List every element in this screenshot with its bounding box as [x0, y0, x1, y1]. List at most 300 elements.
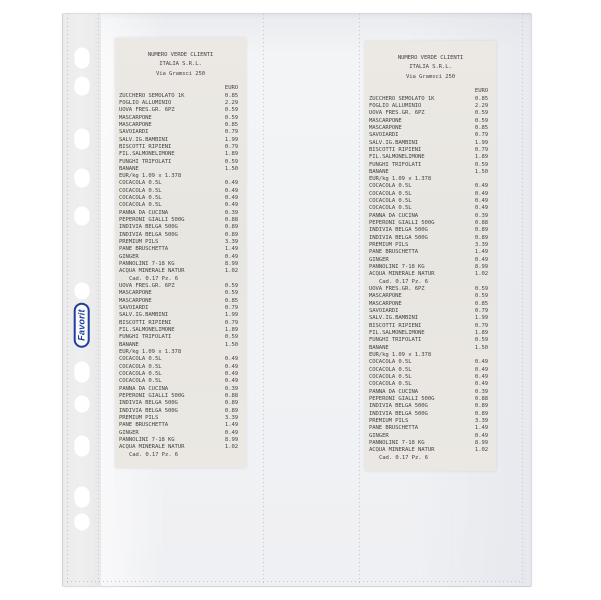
receipt-line — [369, 279, 488, 286]
item-name: INDIVIA BELGA 500G — [369, 234, 428, 241]
item-name: PREMIUM PILS — [119, 414, 159, 421]
item-name: COCACOLA 0.5L — [119, 180, 162, 187]
item-price: 0.88 — [224, 217, 238, 224]
receipt-company-name: ITALIA S.R.L. — [409, 64, 452, 71]
item-name: BISCOTTI RIPIENI — [369, 146, 422, 153]
receipt-line — [369, 242, 488, 249]
receipt-line — [119, 400, 238, 407]
item-price: 1.89 — [224, 151, 238, 158]
receipt-line — [119, 430, 238, 437]
item-name: INDIVIA BELGA 500G — [119, 224, 178, 231]
item-name: FOGLIO ALLUMINIO — [369, 102, 422, 109]
item-price: 3.39 — [224, 239, 238, 246]
receipt-line — [369, 125, 488, 132]
receipt-line — [369, 381, 488, 388]
receipt-line — [119, 202, 238, 209]
receipt-line — [369, 323, 488, 330]
receipt-line — [369, 271, 488, 278]
punched-hole — [74, 513, 90, 531]
item-name: PANE BRUSCHETTA — [119, 422, 169, 429]
receipt-header — [115, 38, 246, 79]
receipt-right — [365, 41, 496, 471]
item-name: FIL.SALMONELIMONE — [369, 330, 425, 337]
item-name: EUR/kg 1.09 x 1.378 — [119, 173, 182, 180]
receipt-line — [119, 210, 238, 217]
item-name: ACQUA MINERALE NATUR — [369, 447, 435, 454]
item-price: 0.49 — [224, 378, 238, 385]
item-name: ZUCCHERO SEMOLATO 1K — [369, 95, 435, 102]
item-name: ZUCCHERO SEMOLATO 1K — [119, 92, 185, 99]
punched-pocket — [62, 13, 532, 587]
receipt-line — [119, 122, 238, 129]
item-price: 3.39 — [224, 414, 238, 421]
item-name: GINGER — [119, 253, 139, 260]
item-price: 1.49 — [474, 249, 488, 256]
item-name: UOVA FRES.GR. 6PZ — [369, 110, 425, 117]
item-name: MASCARPONE — [369, 300, 402, 307]
item-name: PEPERONI GIALLI 500G — [369, 396, 435, 402]
item-price: 0.59 — [224, 334, 238, 341]
receipt-address: Via Gramsci 250 — [405, 73, 456, 80]
item-price: 0.49 — [224, 180, 238, 187]
item-name: PANE BRUSCHETTA — [369, 425, 419, 432]
receipt-header — [365, 41, 496, 82]
item-name: BANANE — [369, 168, 389, 175]
item-price: 1.02 — [474, 271, 488, 278]
item-price: 0.49 — [224, 356, 238, 363]
item-name: SAVOIARDI — [369, 132, 399, 139]
receipt-line — [369, 425, 488, 432]
item-price: 1.49 — [224, 422, 238, 429]
item-name: PANE BRUSCHETTA — [369, 249, 419, 256]
punched-hole — [74, 361, 90, 383]
receipt-line — [119, 320, 238, 327]
item-price: 1.89 — [474, 154, 488, 161]
receipt-line — [369, 308, 488, 315]
item-name: PREMIUM PILS — [369, 242, 409, 249]
item-price: 0.59 — [474, 293, 488, 300]
item-name: FOGLIO ALLUMINIO — [119, 99, 172, 106]
item-name: PEPERONI GIALLI 500G — [119, 217, 185, 224]
item-price: 1.02 — [224, 444, 238, 451]
item-price: 0.49 — [224, 195, 238, 202]
item-price: 0.49 — [224, 253, 238, 260]
item-price: 0.39 — [474, 388, 488, 395]
item-price: 8.99 — [224, 261, 238, 268]
item-price: 0.49 — [224, 187, 238, 194]
receipt-company-line: NUMERO VERDE CLIENTI — [147, 52, 214, 58]
receipt-line — [119, 93, 238, 100]
item-name: BANANE — [369, 344, 389, 351]
receipt-line — [119, 188, 238, 195]
receipt-line — [369, 264, 488, 271]
weld-seam-left-outer — [67, 14, 68, 586]
item-price: 0.79 — [224, 305, 238, 312]
punched-hole — [74, 486, 90, 508]
receipt-line — [369, 176, 488, 183]
item-name: SALV.IG.BAMBINI — [369, 139, 419, 146]
item-name: COCACOLA 0.5L — [369, 190, 412, 197]
item-price: 0.79 — [224, 319, 238, 326]
item-name: COCACOLA 0.5L — [119, 187, 162, 194]
receipt-line — [369, 374, 488, 381]
item-name: FUNGHI TRIFOLATI — [119, 334, 172, 341]
item-name: Cad. 0.17 Pz. 6 — [379, 454, 429, 461]
receipt-line — [119, 180, 238, 187]
item-name: COCACOLA 0.5L — [119, 378, 162, 385]
item-name: INDIVIA BELGA 500G — [369, 410, 428, 417]
receipt-line — [119, 217, 238, 224]
item-name: INDIVIA BELGA 500G — [119, 231, 178, 238]
item-price: 3.39 — [474, 417, 488, 424]
item-name: INDIVIA BELGA 500G — [369, 403, 428, 410]
receipt-item-list — [115, 93, 246, 459]
item-price: 8.99 — [474, 439, 488, 446]
receipt-line — [119, 408, 238, 415]
receipt-line — [369, 205, 488, 212]
receipt-address: Via Gramsci 250 — [155, 70, 206, 77]
item-name: UOVA FRES.GR. 6PZ — [119, 283, 175, 290]
receipt-line — [369, 418, 488, 425]
item-price: 1.50 — [474, 168, 488, 175]
item-price: 0.59 — [224, 114, 238, 121]
item-name: BANANE — [119, 165, 139, 172]
receipt-line — [119, 393, 238, 400]
receipt-line — [369, 403, 488, 410]
item-name: COCACOLA 0.5L — [369, 205, 412, 212]
receipt-line — [369, 162, 488, 169]
item-name: UOVA FRES.GR. 6PZ — [119, 107, 175, 114]
item-name: PANNOLINI 7-18 KG — [119, 436, 175, 443]
receipt-line — [369, 213, 488, 220]
receipt-line — [369, 411, 488, 418]
item-name: ACQUA MINERALE NATUR — [119, 268, 185, 275]
item-name: MASCARPONE — [369, 124, 402, 131]
receipt-line — [369, 293, 488, 300]
item-price: 0.49 — [474, 432, 488, 439]
receipt-line — [119, 283, 238, 290]
item-name: COCACOLA 0.5L — [369, 381, 412, 388]
item-price: 0.89 — [474, 234, 488, 241]
receipt-line — [119, 444, 238, 451]
item-price: 0.49 — [474, 205, 488, 212]
receipt-line — [119, 298, 238, 305]
item-price: 0.49 — [474, 190, 488, 197]
item-price: 0.49 — [474, 366, 488, 373]
item-name: Cad. 0.17 Pz. 6 — [379, 278, 429, 285]
item-name: BISCOTTI RIPIENI — [119, 319, 172, 326]
receipt-company-name: ITALIA S.R.L. — [159, 61, 202, 68]
item-price: 0.79 — [224, 129, 238, 136]
item-name: COCACOLA 0.5L — [119, 371, 162, 378]
receipt-line — [119, 166, 238, 173]
item-name: SALV.IG.BAMBINI — [119, 312, 169, 319]
item-name: PANNOLINI 7-18 KG — [369, 439, 425, 446]
item-name: COCACOLA 0.5L — [369, 374, 412, 381]
item-name: SALV.IG.BAMBINI — [119, 136, 169, 143]
receipt-line — [369, 183, 488, 190]
receipt-line — [119, 327, 238, 334]
receipt-line — [369, 315, 488, 322]
item-price: 0.89 — [224, 407, 238, 414]
item-name: MASCARPONE — [119, 114, 152, 121]
item-price: 0.39 — [224, 209, 238, 216]
item-name: PANNA DA CUCINA — [119, 209, 169, 216]
receipt-line — [119, 290, 238, 297]
item-price: 1.49 — [474, 425, 488, 432]
item-name: COCACOLA 0.5L — [369, 198, 412, 205]
item-name: INDIVIA BELGA 500G — [119, 407, 178, 414]
item-name: FIL.SALMONELIMONE — [369, 154, 425, 161]
item-name: COCACOLA 0.5L — [369, 366, 412, 373]
receipt-line — [119, 151, 238, 158]
filing-strip — [63, 14, 101, 586]
item-name: FIL.SALMONELIMONE — [119, 151, 175, 158]
receipt-line — [119, 378, 238, 385]
receipt-line — [369, 301, 488, 308]
item-price: 8.99 — [224, 436, 238, 443]
receipt-line — [119, 195, 238, 202]
receipt-line — [119, 239, 238, 246]
item-name: PANNA DA CUCINA — [119, 385, 169, 392]
item-name: INDIVIA BELGA 500G — [119, 400, 178, 407]
receipt-line — [369, 227, 488, 234]
receipt-line — [369, 154, 488, 161]
item-price: 1.99 — [224, 136, 238, 143]
item-name: UOVA FRES.GR. 6PZ — [369, 286, 425, 293]
item-name: SALV.IG.BAMBINI — [369, 315, 419, 322]
receipt-item-list — [365, 96, 496, 462]
item-price: 0.39 — [474, 212, 488, 219]
item-price: 0.79 — [474, 322, 488, 329]
item-name: PANNOLINI 7-18 KG — [119, 261, 175, 268]
item-name: PREMIUM PILS — [369, 417, 409, 424]
weld-seam-middle-2 — [359, 14, 360, 586]
item-price: 2.29 — [474, 102, 488, 109]
receipt-line — [369, 132, 488, 139]
receipt-line — [119, 246, 238, 253]
receipt-line — [369, 169, 488, 176]
item-name: SAVOIARDI — [369, 308, 399, 315]
favorit-logo — [64, 299, 100, 351]
item-name: COCACOLA 0.5L — [119, 202, 162, 209]
item-price: 0.88 — [474, 396, 488, 402]
item-price: 0.89 — [224, 224, 238, 231]
item-name: PANNOLINI 7-18 KG — [369, 264, 425, 271]
item-price: 0.79 — [474, 308, 488, 315]
receipt-line — [119, 437, 238, 444]
receipt-line — [369, 220, 488, 227]
item-price: 0.59 — [474, 337, 488, 344]
receipt-line — [369, 235, 488, 242]
receipt-line — [119, 415, 238, 422]
item-price: 0.49 — [224, 363, 238, 370]
item-price: 2.29 — [224, 99, 238, 106]
item-name: COCACOLA 0.5L — [119, 356, 162, 363]
receipt-line — [369, 257, 488, 264]
receipt-line — [119, 422, 238, 429]
item-price: 0.49 — [474, 359, 488, 366]
item-price: 0.85 — [474, 300, 488, 307]
receipt-line — [119, 232, 238, 239]
item-price: 1.89 — [224, 327, 238, 334]
receipt-line — [369, 352, 488, 359]
item-price: 0.49 — [224, 371, 238, 378]
item-name: PANE BRUSCHETTA — [119, 246, 169, 253]
punched-hole — [74, 168, 90, 188]
weld-seam-left-inner — [98, 14, 99, 586]
receipt-line — [369, 337, 488, 344]
item-name: BANANE — [119, 341, 139, 348]
item-name: ACQUA MINERALE NATUR — [119, 444, 185, 451]
item-price: 0.59 — [224, 283, 238, 290]
receipt-line — [369, 396, 488, 403]
item-price: 0.59 — [474, 110, 488, 117]
item-name: EUR/kg 1.09 x 1.378 — [369, 176, 432, 183]
receipt-line — [119, 100, 238, 107]
item-price: 0.89 — [224, 400, 238, 407]
item-price: 0.59 — [474, 161, 488, 168]
item-name: PANNA DA CUCINA — [369, 212, 419, 219]
item-price: 0.49 — [474, 198, 488, 205]
receipt-line — [119, 334, 238, 341]
item-price: 0.49 — [474, 381, 488, 388]
receipt-line — [369, 147, 488, 154]
item-price: 1.99 — [224, 312, 238, 319]
receipt-line — [369, 330, 488, 337]
item-name: MASCARPONE — [119, 297, 152, 304]
punched-hole — [74, 76, 90, 96]
receipt-line — [369, 440, 488, 447]
item-name: BISCOTTI RIPIENI — [119, 143, 172, 150]
item-price: 0.89 — [224, 231, 238, 238]
receipt-line — [119, 268, 238, 275]
receipt-line — [119, 305, 238, 312]
item-price: 0.49 — [474, 256, 488, 263]
item-price: 1.50 — [474, 344, 488, 351]
item-name: SAVOIARDI — [119, 129, 149, 136]
item-price: 0.88 — [474, 220, 488, 227]
item-price: 0.59 — [474, 117, 488, 124]
item-name: COCACOLA 0.5L — [369, 359, 412, 366]
item-price: 1.50 — [224, 341, 238, 348]
receipt-line — [369, 345, 488, 352]
punched-hole — [74, 435, 90, 457]
receipt-line — [119, 159, 238, 166]
item-price: 0.49 — [474, 374, 488, 381]
receipt-line — [369, 103, 488, 110]
item-price: 0.59 — [224, 107, 238, 114]
item-name: PANNA DA CUCINA — [369, 388, 419, 395]
item-name: EUR/kg 1.09 x 1.378 — [119, 349, 182, 356]
punched-hole — [74, 206, 90, 226]
item-name: MASCARPONE — [119, 290, 152, 297]
item-name: FUNGHI TRIFOLATI — [119, 158, 172, 165]
receipt-line — [369, 191, 488, 198]
item-price: 0.85 — [224, 92, 238, 99]
item-name: COCACOLA 0.5L — [119, 363, 162, 370]
item-price: 1.49 — [224, 246, 238, 253]
receipt-line — [119, 137, 238, 144]
punched-hole — [74, 47, 90, 69]
receipt-line — [119, 254, 238, 261]
item-price: 0.79 — [224, 143, 238, 150]
weld-seam-middle-1 — [263, 14, 264, 586]
item-price: 1.89 — [474, 330, 488, 337]
item-name: FUNGHI TRIFOLATI — [369, 337, 422, 344]
item-name: PEPERONI GIALLI 500G — [119, 393, 185, 399]
receipt-company-line: NUMERO VERDE CLIENTI — [397, 55, 464, 61]
receipt-line — [369, 110, 488, 117]
receipt-line — [119, 364, 238, 371]
item-price: 1.99 — [474, 139, 488, 146]
item-price: 0.79 — [474, 146, 488, 153]
receipt-line — [119, 107, 238, 114]
item-price: 1.50 — [224, 165, 238, 172]
receipt-line — [119, 452, 238, 459]
item-name: MASCARPONE — [369, 293, 402, 300]
receipt-line — [369, 118, 488, 125]
receipt-line — [119, 349, 238, 356]
item-name: PREMIUM PILS — [119, 239, 159, 246]
item-name: Cad. 0.17 Pz. 6 — [129, 275, 179, 282]
receipt-line — [119, 261, 238, 268]
receipt-line — [119, 342, 238, 349]
item-name: EUR/kg 1.09 x 1.378 — [369, 352, 432, 359]
item-name: COCACOLA 0.5L — [369, 183, 412, 190]
item-name: ACQUA MINERALE NATUR — [369, 271, 435, 278]
item-price: 0.89 — [474, 410, 488, 417]
item-price: 0.49 — [224, 429, 238, 436]
item-price: 0.89 — [474, 227, 488, 234]
receipt-line — [369, 96, 488, 103]
item-price: 3.39 — [474, 242, 488, 249]
receipt-line — [119, 312, 238, 319]
receipt-line — [369, 389, 488, 396]
receipt-line — [119, 371, 238, 378]
receipt-line — [119, 173, 238, 180]
receipt-line — [369, 140, 488, 147]
receipt-line — [119, 144, 238, 151]
item-name: SAVOIARDI — [119, 305, 149, 312]
item-price: 0.59 — [224, 158, 238, 165]
receipt-line — [369, 433, 488, 440]
item-price: 0.85 — [224, 121, 238, 128]
receipt-line — [119, 115, 238, 122]
item-price: 0.85 — [474, 95, 488, 102]
item-name: MASCARPONE — [369, 117, 402, 124]
item-price: 0.59 — [224, 290, 238, 297]
receipt-line — [119, 224, 238, 231]
weld-seam-bottom — [67, 581, 523, 582]
item-name: GINGER — [369, 432, 389, 439]
currency-label: EURO — [474, 88, 488, 95]
item-name: COCACOLA 0.5L — [119, 195, 162, 202]
item-price: 0.85 — [474, 124, 488, 131]
item-price: 1.02 — [474, 447, 488, 454]
item-price: 1.99 — [474, 315, 488, 322]
receipt-line — [119, 129, 238, 136]
receipt-line — [369, 447, 488, 454]
receipt-line — [369, 249, 488, 256]
item-name: GINGER — [119, 429, 139, 436]
item-price: 1.02 — [224, 268, 238, 275]
receipt-line — [119, 386, 238, 393]
item-price: 0.49 — [224, 202, 238, 209]
item-price: 0.88 — [224, 393, 238, 399]
item-name: PEPERONI GIALLI 500G — [369, 220, 435, 227]
receipt-line — [369, 455, 488, 462]
